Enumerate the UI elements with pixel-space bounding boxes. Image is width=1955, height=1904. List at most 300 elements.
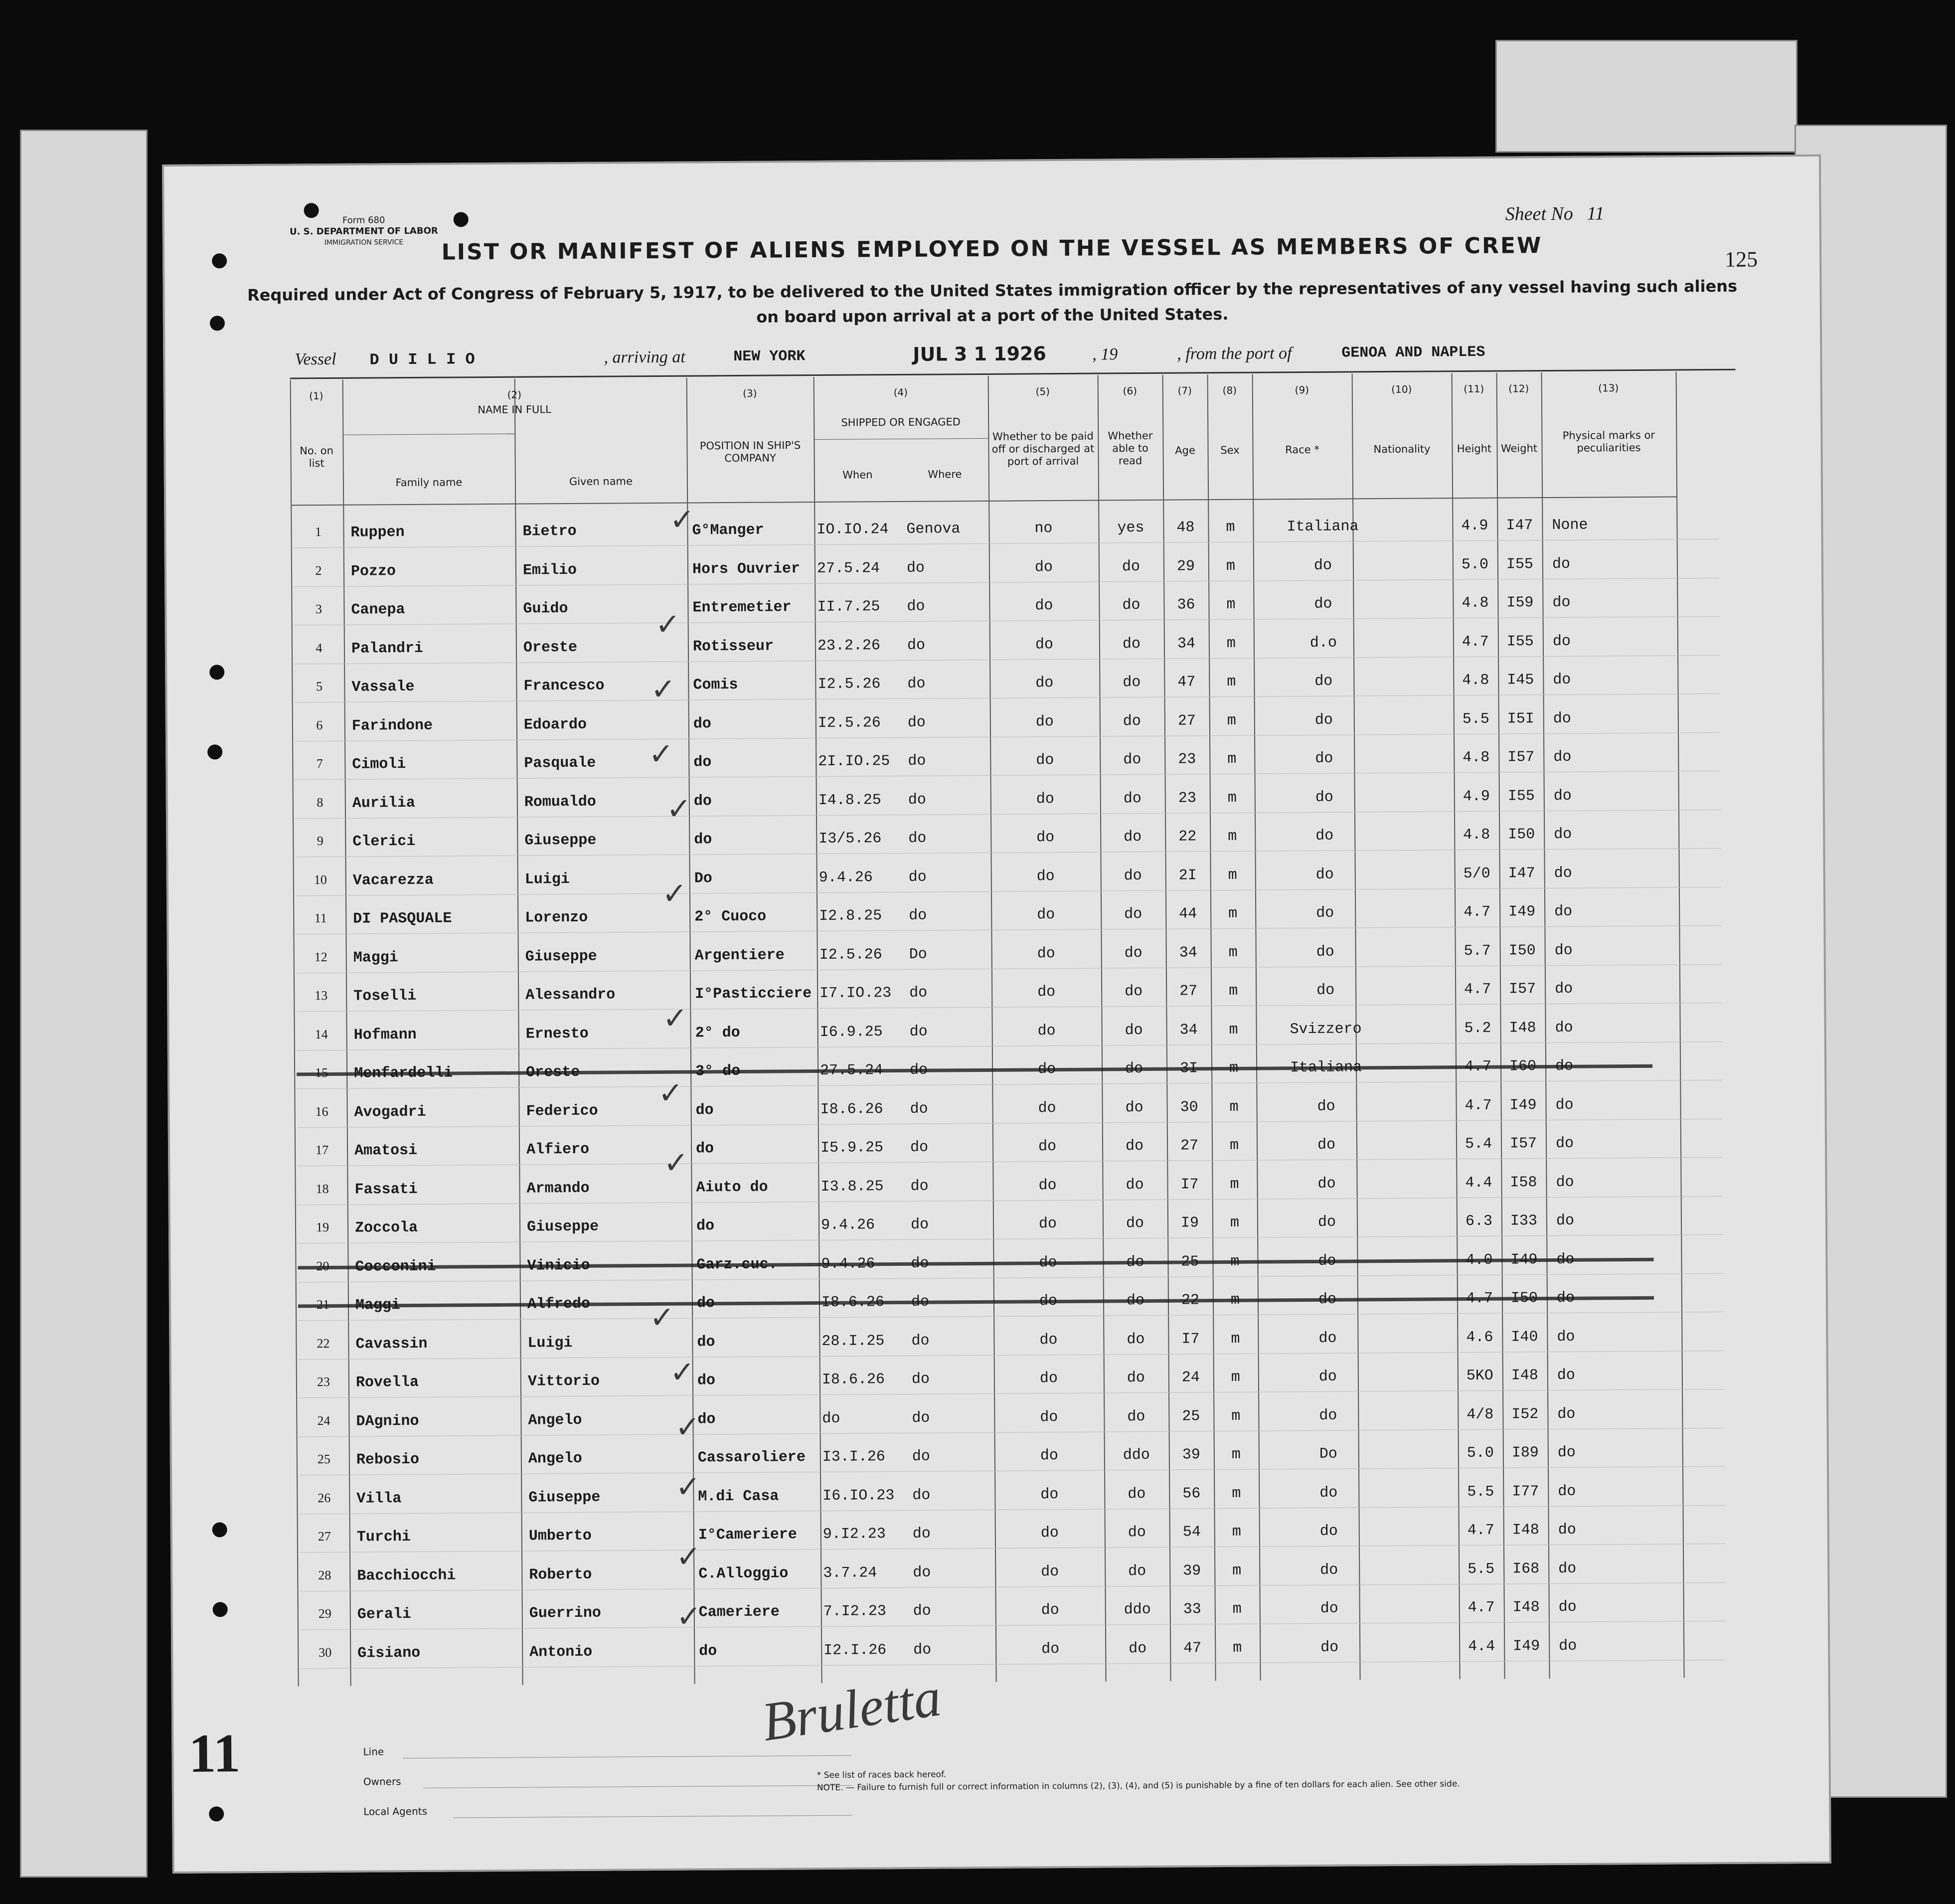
family-name-cell: Canepa	[351, 601, 405, 619]
sex-cell: m	[1232, 1600, 1242, 1618]
column-divider	[1676, 371, 1685, 1678]
physical-marks-cell: do	[1556, 1212, 1575, 1229]
sex-cell: m	[1226, 596, 1236, 613]
position-cell: do	[697, 1410, 716, 1428]
family-name-cell: Ruppen	[350, 524, 405, 541]
family-name-cell: Hofmann	[353, 1026, 417, 1044]
shipped-when-cell: I2.I.26	[823, 1641, 887, 1659]
weight-cell: I58	[1510, 1174, 1537, 1192]
header-family-name: Family name	[395, 476, 463, 489]
footer-line-label: Line	[363, 1745, 384, 1758]
height-cell: 5.4	[1465, 1135, 1492, 1153]
age-cell: 48	[1176, 519, 1195, 536]
row-rule	[300, 1582, 1725, 1591]
row-rule	[297, 1118, 1723, 1127]
given-name-cell: Lorenzo	[525, 909, 588, 927]
height-cell: 5/0	[1463, 865, 1490, 882]
row-rule	[296, 964, 1722, 973]
row-rule	[299, 1427, 1725, 1436]
race-cell: do	[1318, 1330, 1337, 1347]
weight-cell: I47	[1506, 517, 1533, 534]
vessel-label: Vessel	[295, 349, 336, 369]
list-number-cell: 11	[314, 911, 327, 926]
sheet-label: Sheet No	[1505, 203, 1573, 225]
tick-mark: ✓	[662, 1001, 688, 1036]
race-cell: do	[1319, 1407, 1337, 1424]
height-cell: 5.5	[1467, 1560, 1495, 1578]
shipped-when-cell: I5.9.25	[820, 1139, 884, 1157]
footer-owners-label: Owners	[363, 1775, 401, 1788]
row-rule	[299, 1389, 1724, 1398]
penalty-note: NOTE. — Failure to furnish full or correct information in columns (2), (3), (4), and (5) is punishable by a fine of ten dollars for each alien. See other side.	[816, 1779, 1460, 1793]
physical-marks-cell: do	[1553, 710, 1571, 727]
header-height: Height	[1457, 442, 1492, 455]
weight-cell: I49	[1513, 1637, 1540, 1655]
physical-marks-cell: do	[1555, 1019, 1573, 1037]
race-cell: do	[1317, 1213, 1336, 1231]
physical-marks-cell: do	[1554, 826, 1572, 843]
list-number-cell: 1	[315, 524, 322, 539]
physical-marks-cell: do	[1557, 1328, 1575, 1346]
given-name-cell: Angelo	[528, 1411, 582, 1429]
given-name-cell: Armando	[526, 1180, 590, 1198]
column-number: (6)	[1123, 385, 1138, 397]
race-cell: do	[1320, 1639, 1339, 1656]
physical-marks-cell: do	[1554, 865, 1572, 882]
weight-cell: I33	[1510, 1212, 1538, 1230]
column-number: (5)	[1035, 385, 1050, 398]
shipped-where-cell: do	[912, 1448, 930, 1465]
sex-cell: m	[1229, 1137, 1239, 1154]
header-nationality: Nationality	[1373, 443, 1431, 456]
given-name-cell: Guerrino	[529, 1604, 601, 1622]
height-cell: 4/8	[1466, 1406, 1494, 1423]
able-to-read-cell: do	[1128, 1524, 1146, 1542]
age-cell: 39	[1183, 1562, 1201, 1580]
list-number-cell: 6	[316, 717, 323, 732]
race-cell: d.o	[1309, 634, 1337, 652]
family-name-cell: Palandri	[351, 640, 424, 658]
row-rule	[295, 693, 1720, 702]
sex-cell: m	[1232, 1562, 1242, 1579]
shipped-where-cell: Genova	[906, 520, 961, 538]
race-cell: do	[1317, 1098, 1335, 1115]
age-cell: 30	[1180, 1098, 1198, 1116]
family-name-cell: Toselli	[353, 987, 417, 1005]
sex-cell: m	[1231, 1407, 1241, 1425]
family-name-cell: Gerali	[357, 1606, 411, 1623]
paid-off-cell: do	[1040, 1447, 1058, 1465]
strike-through-line	[298, 1296, 1654, 1308]
height-cell: 4.6	[1466, 1329, 1493, 1346]
footer-line-rule	[403, 1755, 852, 1758]
paid-off-cell: do	[1035, 675, 1054, 692]
weight-cell: I52	[1511, 1405, 1539, 1423]
name-subheader-rule	[342, 434, 514, 435]
able-to-read-cell: ddo	[1124, 1601, 1151, 1619]
shipped-when-cell: 27.5.24	[816, 559, 880, 577]
list-number-cell: 4	[316, 640, 323, 655]
column-number: (13)	[1598, 382, 1619, 394]
list-number-cell: 9	[317, 834, 324, 849]
able-to-read-cell: do	[1126, 1176, 1144, 1194]
position-cell: do	[695, 1140, 714, 1158]
family-name-cell: Farindone	[351, 717, 433, 735]
able-to-read-cell: do	[1124, 829, 1142, 846]
races-footnote: * See list of races back hereof.	[816, 1769, 947, 1781]
age-cell: 29	[1176, 557, 1195, 575]
position-cell: do	[695, 1101, 714, 1119]
physical-marks-cell: do	[1557, 1444, 1576, 1461]
shipped-when-cell: do	[822, 1410, 840, 1427]
list-number-cell: 3	[315, 602, 323, 617]
position-cell: do	[693, 754, 712, 771]
age-cell: 47	[1183, 1639, 1202, 1657]
paid-off-cell: do	[1037, 1022, 1056, 1039]
row-rule	[294, 616, 1720, 625]
weight-cell: I48	[1512, 1522, 1539, 1539]
tick-mark: ✓	[676, 1599, 702, 1634]
weight-cell: I55	[1507, 787, 1535, 805]
physical-marks-cell: do	[1556, 1174, 1574, 1191]
shipped-where-cell: do	[909, 907, 927, 924]
column-number: (1)	[309, 390, 324, 402]
position-cell: I°Pasticciere	[695, 985, 812, 1003]
tick-mark: ✓	[675, 1469, 701, 1505]
age-cell: 34	[1179, 1021, 1198, 1039]
shipped-when-cell: 3.7.24	[823, 1564, 877, 1582]
sex-cell: m	[1232, 1485, 1241, 1502]
left-background-sheet	[20, 130, 148, 1878]
row-rule	[296, 1003, 1722, 1012]
physical-marks-cell: do	[1552, 594, 1571, 611]
age-cell: 44	[1179, 905, 1197, 923]
top-background-sheet	[1495, 40, 1797, 153]
physical-marks-cell: do	[1558, 1598, 1577, 1616]
row-rule	[299, 1466, 1725, 1475]
list-number-cell: 17	[315, 1142, 329, 1158]
age-cell: 54	[1182, 1524, 1201, 1541]
family-name-cell: Cavassin	[355, 1335, 428, 1353]
family-name-cell: Rebosio	[356, 1451, 420, 1469]
shipped-when-cell: 9.4.26	[818, 868, 873, 886]
family-name-cell: Cimoli	[352, 756, 406, 773]
sex-cell: m	[1230, 1214, 1240, 1231]
shipped-when-cell: I2.5.26	[817, 676, 881, 693]
column-number: (10)	[1391, 383, 1412, 395]
height-cell: 4.9	[1461, 517, 1488, 535]
column-number: (4)	[893, 386, 908, 399]
race-cell: do	[1316, 982, 1335, 999]
punch-hole	[212, 1522, 227, 1537]
header-bottom-rule	[291, 496, 1676, 506]
weight-cell: I48	[1509, 1019, 1536, 1037]
sex-cell: m	[1228, 866, 1237, 884]
list-number-cell: 7	[316, 756, 323, 771]
given-name-cell: Vittorio	[527, 1373, 600, 1390]
punch-hole	[209, 1806, 224, 1821]
position-cell: 2° do	[695, 1024, 740, 1041]
shipped-when-cell: 28.I.25	[821, 1332, 885, 1350]
weight-cell: I48	[1511, 1367, 1538, 1385]
race-cell: do	[1314, 595, 1332, 613]
physical-marks-cell: do	[1552, 633, 1571, 650]
header-physical-marks: Physical marks or peculiarities	[1562, 429, 1655, 454]
physical-marks-cell: do	[1555, 1096, 1574, 1114]
weight-cell: I59	[1506, 594, 1534, 612]
age-cell: 33	[1183, 1601, 1201, 1618]
page-number: 125	[1725, 247, 1758, 272]
height-cell: 4.8	[1463, 749, 1490, 767]
header-race: Race *	[1285, 443, 1319, 456]
paid-off-cell: do	[1035, 636, 1054, 653]
document-number: 11	[188, 1723, 241, 1784]
weight-cell: I5I	[1507, 710, 1534, 728]
sex-cell: m	[1228, 828, 1237, 845]
shipped-where-cell: do	[912, 1409, 930, 1427]
physical-marks-cell: None	[1552, 517, 1588, 534]
race-cell: Italiana	[1287, 518, 1359, 536]
sex-cell: m	[1227, 673, 1236, 691]
shipped-where-cell: Do	[909, 946, 927, 963]
column-divider	[514, 379, 523, 1685]
given-name-cell: Roberto	[529, 1566, 592, 1584]
shipped-when-cell: I6.IO.23	[822, 1487, 895, 1505]
sex-cell: m	[1226, 557, 1236, 575]
race-cell: do	[1314, 673, 1333, 690]
height-cell: 5.0	[1461, 556, 1489, 573]
sex-cell: m	[1228, 944, 1238, 961]
row-rule	[294, 577, 1719, 586]
row-rule	[294, 655, 1720, 664]
height-cell: 5.2	[1464, 1020, 1491, 1037]
position-cell: Cameriere	[698, 1603, 780, 1621]
shipped-when-cell: I2.8.25	[819, 907, 882, 925]
shipped-subheader-rule	[814, 438, 988, 440]
tick-mark: ✓	[669, 502, 695, 537]
position-cell: do	[693, 792, 712, 810]
shipped-where-cell: do	[911, 1371, 930, 1388]
given-name-cell: Luigi	[524, 870, 570, 888]
header-where: Where	[928, 468, 962, 481]
paid-off-cell: do	[1038, 1138, 1057, 1156]
tick-mark: ✓	[661, 876, 687, 911]
able-to-read-cell: do	[1122, 635, 1141, 653]
physical-marks-cell: do	[1555, 980, 1573, 998]
age-cell: 36	[1177, 596, 1195, 614]
physical-marks-cell: do	[1555, 1135, 1574, 1152]
paid-off-cell: do	[1036, 829, 1055, 847]
able-to-read-cell: do	[1125, 1022, 1143, 1039]
race-cell: do	[1315, 827, 1334, 845]
race-cell: do	[1316, 943, 1334, 961]
race-cell: do	[1319, 1523, 1338, 1540]
header-able-to-read: Whether able to read	[1108, 429, 1153, 467]
row-rule	[300, 1659, 1726, 1668]
given-name-cell: Ernesto	[525, 1025, 589, 1043]
sex-cell: m	[1230, 1176, 1239, 1193]
position-cell: G°Manger	[692, 521, 764, 539]
paid-off-cell: do	[1037, 906, 1055, 924]
given-name-cell: Alfiero	[526, 1141, 590, 1159]
shipped-when-cell: I8.6.26	[820, 1100, 883, 1118]
physical-marks-cell: do	[1557, 1367, 1576, 1384]
paid-off-cell: do	[1040, 1408, 1058, 1426]
paid-off-cell: do	[1038, 1177, 1057, 1194]
weight-cell: I55	[1506, 633, 1534, 651]
able-to-read-cell: do	[1122, 558, 1140, 575]
height-cell: 4.7	[1467, 1522, 1494, 1540]
shipped-when-cell: I8.6.26	[821, 1371, 885, 1388]
height-cell: 4.7	[1464, 903, 1491, 921]
shipped-where-cell: do	[910, 1216, 929, 1233]
age-cell: 25	[1182, 1407, 1200, 1425]
shipped-where-cell: do	[909, 1023, 928, 1040]
age-cell: I7	[1180, 1176, 1199, 1194]
height-cell: 4.8	[1462, 594, 1489, 612]
sex-cell: m	[1232, 1523, 1241, 1541]
weight-cell: I57	[1509, 981, 1536, 998]
able-to-read-cell: do	[1124, 944, 1142, 962]
able-to-read-cell: do	[1128, 1562, 1146, 1580]
shipped-where-cell: do	[912, 1525, 931, 1543]
height-cell: 5.7	[1464, 942, 1491, 960]
paid-off-cell: do	[1040, 1486, 1059, 1503]
shipped-when-cell: IO.IO.24	[816, 521, 889, 538]
paid-off-cell: no	[1034, 520, 1053, 537]
list-number-cell: 23	[317, 1374, 330, 1389]
row-rule	[299, 1350, 1724, 1359]
weight-cell: I68	[1512, 1560, 1540, 1578]
shipped-where-cell: do	[911, 1332, 930, 1350]
list-number-cell: 30	[319, 1645, 332, 1660]
header-name-in-full: NAME IN FULL	[478, 403, 551, 416]
position-cell: do	[697, 1372, 716, 1389]
paid-off-cell: do	[1039, 1331, 1058, 1349]
sex-cell: m	[1229, 1021, 1238, 1039]
race-cell: do	[1313, 557, 1332, 574]
race-cell: do	[1316, 904, 1334, 922]
weight-cell: I48	[1512, 1599, 1540, 1616]
able-to-read-cell: do	[1127, 1408, 1145, 1425]
footer-agents-rule	[453, 1815, 852, 1818]
row-rule	[297, 1080, 1722, 1089]
physical-marks-cell: do	[1552, 555, 1571, 573]
able-to-read-cell: yes	[1117, 519, 1144, 537]
sex-cell: m	[1227, 789, 1237, 807]
header-given-name: Given name	[569, 475, 633, 488]
sex-cell: m	[1227, 750, 1237, 768]
shipped-where-cell: do	[910, 1178, 929, 1195]
position-cell: do	[693, 715, 711, 733]
family-name-cell: Turchi	[356, 1529, 411, 1546]
departure-port: GENOA AND NAPLES	[1341, 344, 1485, 362]
family-name-cell: Zoccola	[354, 1219, 418, 1237]
header-no-on-list: No. on list	[300, 444, 333, 470]
age-cell: 27	[1179, 983, 1198, 1000]
row-rule	[297, 1041, 1722, 1050]
column-number: (11)	[1464, 382, 1484, 395]
family-name-cell: Gisiano	[357, 1644, 421, 1662]
height-cell: 5.5	[1462, 710, 1489, 728]
sex-cell: m	[1226, 519, 1235, 536]
paid-off-cell: do	[1041, 1602, 1059, 1619]
able-to-read-cell: do	[1127, 1370, 1145, 1387]
race-cell: do	[1315, 750, 1333, 767]
height-cell: 4.8	[1463, 826, 1490, 844]
row-rule	[297, 1157, 1723, 1166]
sex-cell: m	[1233, 1639, 1242, 1657]
given-name-cell: Francesco	[523, 677, 605, 695]
able-to-read-cell: do	[1127, 1331, 1145, 1348]
manifest-subtitle-line-2: on board upon arrival at a port of the United States.	[756, 304, 1229, 327]
able-to-read-cell: do	[1123, 712, 1141, 730]
family-name-cell: Rovella	[355, 1374, 419, 1391]
column-number: (9)	[1295, 383, 1309, 396]
paid-off-cell: do	[1035, 597, 1053, 615]
age-cell: 23	[1178, 751, 1196, 768]
given-name-cell: Antonio	[529, 1643, 593, 1661]
list-number-cell: 16	[315, 1104, 328, 1119]
header-shipped-or-engaged: SHIPPED OR ENGAGED	[841, 416, 961, 429]
position-cell: M.di Casa	[698, 1487, 779, 1505]
position-cell: C.Alloggio	[698, 1564, 789, 1582]
shipped-where-cell: do	[910, 1139, 929, 1156]
sex-cell: m	[1229, 982, 1238, 1000]
shipped-when-cell: 9.I2.23	[822, 1526, 886, 1543]
shipped-when-cell: I2.5.26	[817, 714, 881, 732]
weight-cell: I49	[1508, 903, 1536, 921]
age-cell: 34	[1177, 635, 1196, 653]
position-cell: do	[696, 1217, 715, 1235]
header-position: POSITION IN SHIP'S COMPANY	[699, 439, 801, 465]
tick-mark: ✓	[663, 1145, 689, 1181]
sheet-number	[1505, 202, 1605, 225]
department-name: U. S. DEPARTMENT OF LABOR	[289, 225, 438, 237]
list-number-cell: 22	[317, 1336, 330, 1351]
tick-mark: ✓	[666, 791, 692, 827]
physical-marks-cell: do	[1558, 1483, 1576, 1500]
given-name-cell: Emilio	[522, 561, 577, 579]
from-port-label: , from the port of	[1177, 344, 1292, 363]
family-name-cell: Aurilia	[352, 794, 415, 812]
physical-marks-cell: do	[1554, 903, 1573, 920]
position-cell: 2° Cuoco	[694, 908, 767, 926]
tick-mark: ✓	[651, 672, 676, 707]
physical-marks-cell: do	[1558, 1560, 1577, 1577]
age-cell: 23	[1178, 789, 1196, 807]
column-number: (2)	[507, 388, 522, 401]
shipped-when-cell: I4.8.25	[818, 791, 881, 809]
able-to-read-cell: do	[1124, 867, 1142, 884]
footer-local-agents-label: Local Agents	[363, 1805, 428, 1818]
given-name-cell: Guido	[523, 600, 568, 618]
able-to-read-cell: do	[1122, 597, 1140, 614]
header-paid-off: Whether to be paid off or discharged at port of arrival	[991, 430, 1095, 468]
weight-cell: I77	[1512, 1483, 1539, 1501]
row-rule	[296, 886, 1721, 895]
position-cell: Rotisseur	[692, 638, 774, 656]
given-name-cell: Luigi	[527, 1334, 573, 1352]
punch-hole	[213, 1602, 228, 1617]
position-cell: Do	[694, 869, 712, 887]
physical-marks-cell: do	[1555, 1057, 1574, 1075]
able-to-read-cell: do	[1123, 674, 1141, 692]
given-name-cell: Angelo	[528, 1450, 583, 1468]
row-rule	[298, 1234, 1723, 1243]
race-cell: do	[1315, 866, 1334, 883]
column-number: (8)	[1222, 384, 1237, 397]
